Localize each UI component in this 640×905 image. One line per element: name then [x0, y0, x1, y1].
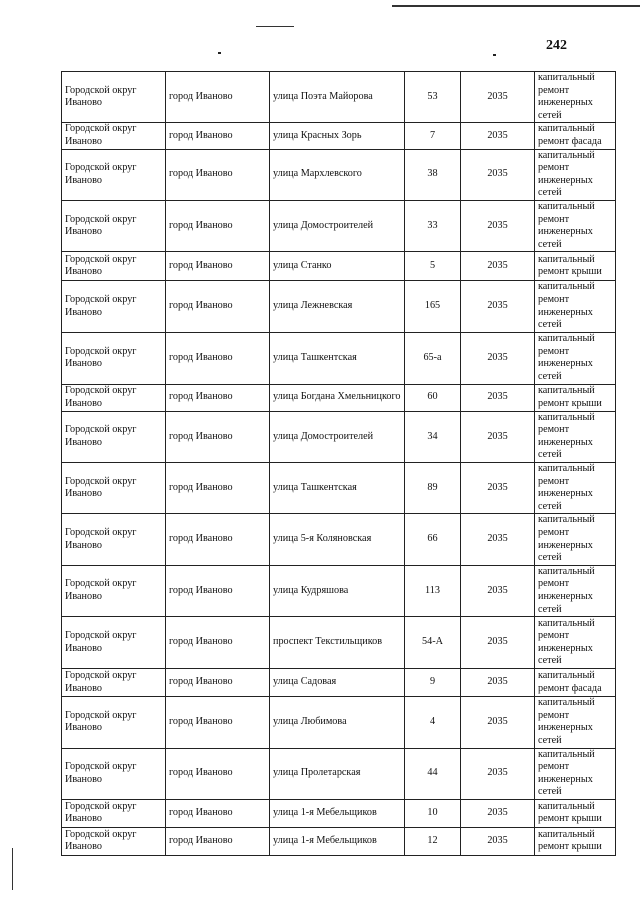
street-cell: улица Садовая — [270, 669, 405, 697]
work-type-cell: капитальный ремонт инженерных сетей — [535, 748, 616, 799]
scan-speck — [218, 52, 221, 54]
district-cell: Городской округ Иваново — [62, 827, 166, 855]
district-cell: Городской округ Иваново — [62, 617, 166, 669]
table-row — [62, 827, 616, 855]
work-type-cell: капитальный ремонт крыши — [535, 799, 616, 827]
table-row — [62, 332, 616, 384]
year-cell: 2035 — [461, 384, 535, 411]
district-cell: Городской округ Иваново — [62, 799, 166, 827]
street-cell: улица Станко — [270, 252, 405, 281]
work-type-cell: капитальный ремонт инженерных сетей — [535, 697, 616, 748]
city-cell: город Иваново — [166, 514, 270, 565]
year-cell: 2035 — [461, 799, 535, 827]
city-cell: город Иваново — [166, 384, 270, 411]
table-row — [62, 384, 616, 411]
year-cell: 2035 — [461, 565, 535, 616]
city-cell: город Иваново — [166, 617, 270, 669]
district-cell: Городской округ Иваново — [62, 200, 166, 251]
table-row — [62, 617, 616, 669]
city-cell: город Иваново — [166, 463, 270, 514]
district-cell: Городской округ Иваново — [62, 514, 166, 565]
house-number-cell: 53 — [405, 72, 461, 123]
scan-line-top-right — [392, 5, 640, 7]
district-cell: Городской округ Иваново — [62, 697, 166, 748]
year-cell: 2035 — [461, 514, 535, 565]
district-cell: Городской округ Иваново — [62, 411, 166, 462]
year-cell: 2035 — [461, 463, 535, 514]
house-number-cell: 60 — [405, 384, 461, 411]
district-cell: Городской округ Иваново — [62, 384, 166, 411]
district-cell: Городской округ Иваново — [62, 72, 166, 123]
house-number-cell: 33 — [405, 200, 461, 251]
city-cell: город Иваново — [166, 748, 270, 799]
street-cell: улица Богдана Хмельницкого — [270, 384, 405, 411]
street-cell: проспект Текстильщиков — [270, 617, 405, 669]
scan-line-top-center — [256, 26, 294, 27]
street-cell: улица Домостроителей — [270, 411, 405, 462]
district-cell: Городской округ Иваново — [62, 252, 166, 281]
year-cell: 2035 — [461, 617, 535, 669]
city-cell: город Иваново — [166, 281, 270, 332]
district-cell: Городской округ Иваново — [62, 669, 166, 697]
scan-line-left-margin — [12, 848, 13, 890]
table-row — [62, 565, 616, 616]
house-number-cell: 89 — [405, 463, 461, 514]
house-number-cell: 65-а — [405, 332, 461, 384]
street-cell: улица Поэта Майорова — [270, 72, 405, 123]
city-cell: город Иваново — [166, 565, 270, 616]
street-cell: улица 1-я Мебельщиков — [270, 827, 405, 855]
house-number-cell: 34 — [405, 411, 461, 462]
year-cell: 2035 — [461, 281, 535, 332]
city-cell: город Иваново — [166, 332, 270, 384]
district-cell: Городской округ Иваново — [62, 748, 166, 799]
street-cell: улица Мархлевского — [270, 149, 405, 200]
house-number-cell: 5 — [405, 252, 461, 281]
year-cell: 2035 — [461, 252, 535, 281]
city-cell: город Иваново — [166, 827, 270, 855]
page-number: 242 — [546, 38, 567, 53]
house-number-cell: 12 — [405, 827, 461, 855]
work-type-cell: капитальный ремонт инженерных сетей — [535, 72, 616, 123]
scan-speck — [493, 54, 496, 56]
house-number-cell: 4 — [405, 697, 461, 748]
district-cell: Городской округ Иваново — [62, 463, 166, 514]
table-row — [62, 748, 616, 799]
house-number-cell: 38 — [405, 149, 461, 200]
table-row — [62, 123, 616, 149]
year-cell: 2035 — [461, 200, 535, 251]
house-number-cell: 44 — [405, 748, 461, 799]
house-number-cell: 54-А — [405, 617, 461, 669]
year-cell: 2035 — [461, 332, 535, 384]
table-row — [62, 514, 616, 565]
street-cell: улица Ташкентская — [270, 332, 405, 384]
table-row — [62, 200, 616, 251]
work-type-cell: капитальный ремонт инженерных сетей — [535, 200, 616, 251]
district-cell: Городской округ Иваново — [62, 565, 166, 616]
district-cell: Городской округ Иваново — [62, 281, 166, 332]
table-row — [62, 281, 616, 332]
street-cell: улица Ташкентская — [270, 463, 405, 514]
city-cell: город Иваново — [166, 200, 270, 251]
street-cell: улица Пролетарская — [270, 748, 405, 799]
house-number-cell: 7 — [405, 123, 461, 149]
work-type-cell: капитальный ремонт инженерных сетей — [535, 281, 616, 332]
table-row — [62, 463, 616, 514]
city-cell: город Иваново — [166, 697, 270, 748]
work-type-cell: капитальный ремонт фасада — [535, 123, 616, 149]
city-cell: город Иваново — [166, 252, 270, 281]
work-type-cell: капитальный ремонт инженерных сетей — [535, 617, 616, 669]
street-cell: улица Домостроителей — [270, 200, 405, 251]
street-cell: улица 5-я Коляновская — [270, 514, 405, 565]
year-cell: 2035 — [461, 827, 535, 855]
work-type-cell: капитальный ремонт инженерных сетей — [535, 565, 616, 616]
table-row — [62, 669, 616, 697]
street-cell: улица Любимова — [270, 697, 405, 748]
table-row — [62, 411, 616, 462]
district-cell: Городской округ Иваново — [62, 123, 166, 149]
city-cell: город Иваново — [166, 669, 270, 697]
house-number-cell: 113 — [405, 565, 461, 616]
city-cell: город Иваново — [166, 149, 270, 200]
street-cell: улица Лежневская — [270, 281, 405, 332]
house-number-cell: 66 — [405, 514, 461, 565]
table-row — [62, 149, 616, 200]
city-cell: город Иваново — [166, 799, 270, 827]
year-cell: 2035 — [461, 123, 535, 149]
year-cell: 2035 — [461, 748, 535, 799]
table-row — [62, 252, 616, 281]
year-cell: 2035 — [461, 149, 535, 200]
year-cell: 2035 — [461, 669, 535, 697]
housing-repair-table — [61, 71, 616, 856]
work-type-cell: капитальный ремонт крыши — [535, 827, 616, 855]
district-cell: Городской округ Иваново — [62, 332, 166, 384]
work-type-cell: капитальный ремонт инженерных сетей — [535, 411, 616, 462]
house-number-cell: 165 — [405, 281, 461, 332]
house-number-cell: 10 — [405, 799, 461, 827]
year-cell: 2035 — [461, 72, 535, 123]
city-cell: город Иваново — [166, 411, 270, 462]
city-cell: город Иваново — [166, 123, 270, 149]
house-number-cell: 9 — [405, 669, 461, 697]
table-body — [62, 72, 616, 856]
work-type-cell: капитальный ремонт инженерных сетей — [535, 149, 616, 200]
table-row — [62, 697, 616, 748]
table-row — [62, 799, 616, 827]
work-type-cell: капитальный ремонт инженерных сетей — [535, 514, 616, 565]
work-type-cell: капитальный ремонт крыши — [535, 252, 616, 281]
work-type-cell: капитальный ремонт инженерных сетей — [535, 332, 616, 384]
street-cell: улица Красных Зорь — [270, 123, 405, 149]
work-type-cell: капитальный ремонт фасада — [535, 669, 616, 697]
year-cell: 2035 — [461, 411, 535, 462]
table-row — [62, 72, 616, 123]
city-cell: город Иваново — [166, 72, 270, 123]
year-cell: 2035 — [461, 697, 535, 748]
street-cell: улица 1-я Мебельщиков — [270, 799, 405, 827]
street-cell: улица Кудряшова — [270, 565, 405, 616]
work-type-cell: капитальный ремонт крыши — [535, 384, 616, 411]
work-type-cell: капитальный ремонт инженерных сетей — [535, 463, 616, 514]
district-cell: Городской округ Иваново — [62, 149, 166, 200]
